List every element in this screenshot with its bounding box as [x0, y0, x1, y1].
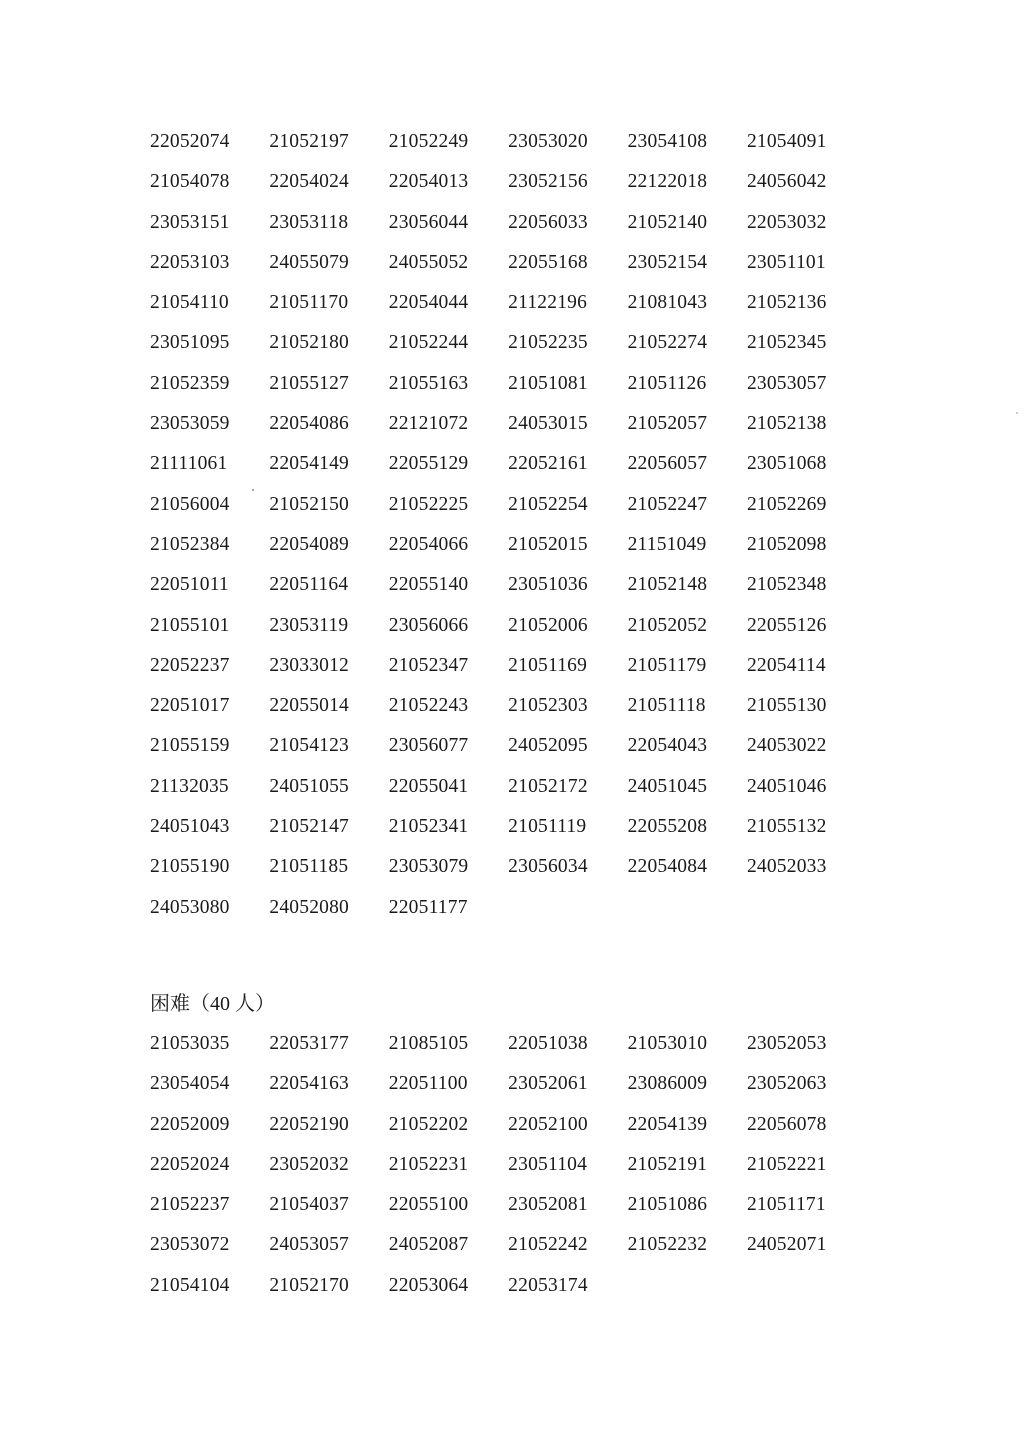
student-id: 21052232 [627, 1234, 708, 1256]
student-id: 21052303 [508, 695, 588, 717]
student-id: 22054013 [388, 171, 469, 193]
student-id: 22051164 [269, 574, 349, 596]
student-id: 21052274 [627, 332, 708, 354]
student-id: 22054043 [627, 735, 708, 757]
student-id: 22052237 [150, 654, 230, 676]
student-id: 21052244 [388, 332, 469, 354]
student-id: 21052172 [508, 775, 588, 797]
student-id: 23053072 [150, 1234, 230, 1256]
student-id: 24053080 [150, 896, 230, 918]
section-heading-difficult: 困难（40 人） [150, 993, 275, 1015]
student-id: 24052095 [508, 735, 588, 757]
student-id: 22051011 [150, 574, 229, 596]
student-id: 21052150 [269, 493, 349, 515]
student-id: 21052254 [508, 493, 588, 515]
student-id: 22055140 [388, 574, 469, 596]
student-id: 21052242 [508, 1234, 588, 1256]
student-id: 21151049 [627, 533, 707, 555]
student-id: 21051170 [269, 292, 349, 314]
student-id: 24051043 [150, 816, 230, 838]
student-id: 23052053 [746, 1033, 827, 1054]
student-id: 21052138 [746, 413, 827, 435]
scan-speck [1016, 412, 1018, 414]
student-id: 21052345 [746, 332, 827, 354]
student-id: 22051017 [150, 695, 230, 717]
student-id: 21051081 [508, 372, 588, 394]
student-id: 22052161 [508, 453, 588, 475]
student-id: 21056004 [150, 493, 230, 515]
student-id: 23052154 [627, 251, 708, 273]
student-id: 21053010 [627, 1033, 708, 1054]
student-id: 21132035 [150, 775, 229, 797]
student-id: 24051045 [627, 775, 708, 797]
student-id: 21122196 [508, 292, 588, 314]
student-id: 23052081 [508, 1194, 588, 1216]
student-id: 21052098 [746, 533, 827, 555]
student-id: 22054084 [627, 856, 708, 878]
student-id: 23051068 [746, 453, 827, 475]
student-id: 21052180 [269, 332, 349, 354]
student-id: 21052359 [150, 372, 230, 394]
student-id: 21052052 [627, 614, 708, 636]
student-id: 24055079 [269, 251, 349, 273]
student-id: 21081043 [627, 292, 708, 314]
student-id: 21055127 [269, 372, 349, 394]
student-id: 22056078 [746, 1113, 827, 1135]
student-id: 21054078 [150, 171, 230, 193]
student-id: 23052063 [746, 1073, 827, 1095]
student-id: 23056034 [508, 856, 588, 878]
student-id: 22055129 [388, 453, 469, 475]
student-id: 22121072 [388, 413, 469, 435]
student-id: 21052170 [269, 1274, 349, 1296]
student-id: 24053022 [746, 735, 827, 757]
student-id: 24051046 [746, 775, 827, 797]
student-id: 23054054 [150, 1073, 230, 1095]
student-id: 22054114 [746, 654, 826, 676]
student-id: 21051118 [627, 695, 706, 717]
student-id: 21052247 [627, 493, 708, 515]
student-id: 21051171 [746, 1194, 826, 1216]
student-id: 23056066 [388, 614, 469, 636]
student-id: 21052202 [388, 1113, 469, 1135]
student-id: 21052225 [388, 493, 469, 515]
student-id: 23053119 [269, 614, 349, 636]
student-id: 22054044 [388, 292, 469, 314]
student-id: 22051100 [388, 1073, 468, 1095]
student-id: 22052074 [150, 131, 230, 152]
student-id: 22054139 [627, 1113, 708, 1135]
student-id: 21051126 [627, 372, 707, 394]
student-id: 23052061 [508, 1073, 588, 1095]
student-id: 24055052 [388, 251, 469, 273]
student-id: 21052231 [388, 1153, 469, 1175]
student-id: 21055190 [150, 856, 230, 878]
student-id: 23053118 [269, 211, 349, 233]
student-id: 22054163 [269, 1073, 349, 1095]
student-id: 23033012 [269, 654, 349, 676]
student-id: 22055014 [269, 695, 349, 717]
student-id: 22052024 [150, 1153, 230, 1175]
student-id: 21054104 [150, 1274, 230, 1296]
student-id: 22054089 [269, 533, 349, 555]
student-id: 21052221 [746, 1153, 827, 1175]
student-id: 23056044 [388, 211, 469, 233]
student-id: 24053057 [269, 1234, 349, 1256]
student-id: 22054024 [269, 171, 349, 193]
student-id: 22056033 [508, 211, 588, 233]
student-id: 21052237 [150, 1194, 230, 1216]
student-id: 24052080 [269, 896, 349, 918]
student-id: 22053032 [746, 211, 827, 233]
student-id-list-difficult [150, 1024, 866, 1306]
student-id: 22051038 [508, 1033, 588, 1054]
student-id: 23051095 [150, 332, 230, 354]
student-id: 24051055 [269, 775, 349, 797]
student-id: 23086009 [627, 1073, 708, 1095]
student-id: 22051177 [388, 896, 468, 918]
student-id: 23053079 [388, 856, 469, 878]
student-id: 22055168 [508, 251, 588, 273]
student-id: 23051036 [508, 574, 588, 596]
student-id: 21052136 [746, 292, 827, 314]
student-id: 24052033 [746, 856, 827, 878]
student-id: 21052147 [269, 816, 349, 838]
student-id: 21054123 [269, 735, 349, 757]
student-id: 22052009 [150, 1113, 230, 1135]
student-id: 22054149 [269, 453, 349, 475]
student-id: 21052249 [388, 131, 469, 152]
student-id: 21055132 [746, 816, 827, 838]
student-id: 22122018 [627, 171, 708, 193]
student-id: 22055126 [746, 614, 827, 636]
student-id: 24052087 [388, 1234, 469, 1256]
scan-speck [252, 489, 254, 491]
student-id: 21052006 [508, 614, 588, 636]
student-id: 21051086 [627, 1194, 708, 1216]
student-id: 23053057 [746, 372, 827, 394]
student-id: 22053103 [150, 251, 230, 273]
student-id: 21051185 [269, 856, 349, 878]
student-id: 21052269 [746, 493, 827, 515]
student-id: 22055100 [388, 1194, 469, 1216]
student-id: 21052384 [150, 533, 230, 555]
student-id: 22052100 [508, 1113, 588, 1135]
student-id: 21055130 [746, 695, 827, 717]
student-id: 23054108 [627, 131, 708, 152]
student-id: 23052032 [269, 1153, 349, 1175]
student-id: 21052341 [388, 816, 469, 838]
student-id: 24053015 [508, 413, 588, 435]
student-id: 23051104 [508, 1153, 588, 1175]
student-id: 22055041 [388, 775, 469, 797]
student-id: 22054066 [388, 533, 469, 555]
student-id: 21051179 [627, 654, 707, 676]
student-id: 21085105 [388, 1033, 469, 1054]
student-id: 21054037 [269, 1194, 349, 1216]
student-id-list-top [150, 122, 866, 928]
student-id: 21052348 [746, 574, 827, 596]
student-id: 21052148 [627, 574, 708, 596]
student-id: 23051101 [746, 251, 826, 273]
student-id: 23053151 [150, 211, 230, 233]
student-id: 21052243 [388, 695, 469, 717]
student-id: 22056057 [627, 453, 708, 475]
student-id: 22054086 [269, 413, 349, 435]
student-id: 21053035 [150, 1033, 230, 1054]
student-id: 22053064 [388, 1274, 469, 1296]
student-id: 22052190 [269, 1113, 349, 1135]
student-id: 21055163 [388, 372, 469, 394]
student-id: 22053174 [508, 1274, 588, 1296]
student-id: 23056077 [388, 735, 469, 757]
student-id: 21052015 [508, 533, 588, 555]
student-id: 21052057 [627, 413, 708, 435]
student-id: 24056042 [746, 171, 827, 193]
student-id: 21111061 [150, 453, 228, 475]
student-id: 21051169 [508, 654, 588, 676]
student-id: 21055159 [150, 735, 230, 757]
student-id: 21052235 [508, 332, 588, 354]
student-id: 22053177 [269, 1033, 349, 1054]
student-id: 21051119 [508, 816, 587, 838]
student-id: 23053020 [508, 131, 588, 152]
student-id: 21054091 [746, 131, 827, 152]
student-id: 22055208 [627, 816, 708, 838]
student-id: 21052197 [269, 131, 349, 152]
student-id: 21052347 [388, 654, 469, 676]
student-id: 21055101 [150, 614, 230, 636]
student-id: 23052156 [508, 171, 588, 193]
student-id: 23053059 [150, 413, 230, 435]
student-id: 21054110 [150, 292, 229, 314]
student-id: 24052071 [746, 1234, 827, 1256]
student-id: 21052191 [627, 1153, 708, 1175]
student-id: 21052140 [627, 211, 708, 233]
